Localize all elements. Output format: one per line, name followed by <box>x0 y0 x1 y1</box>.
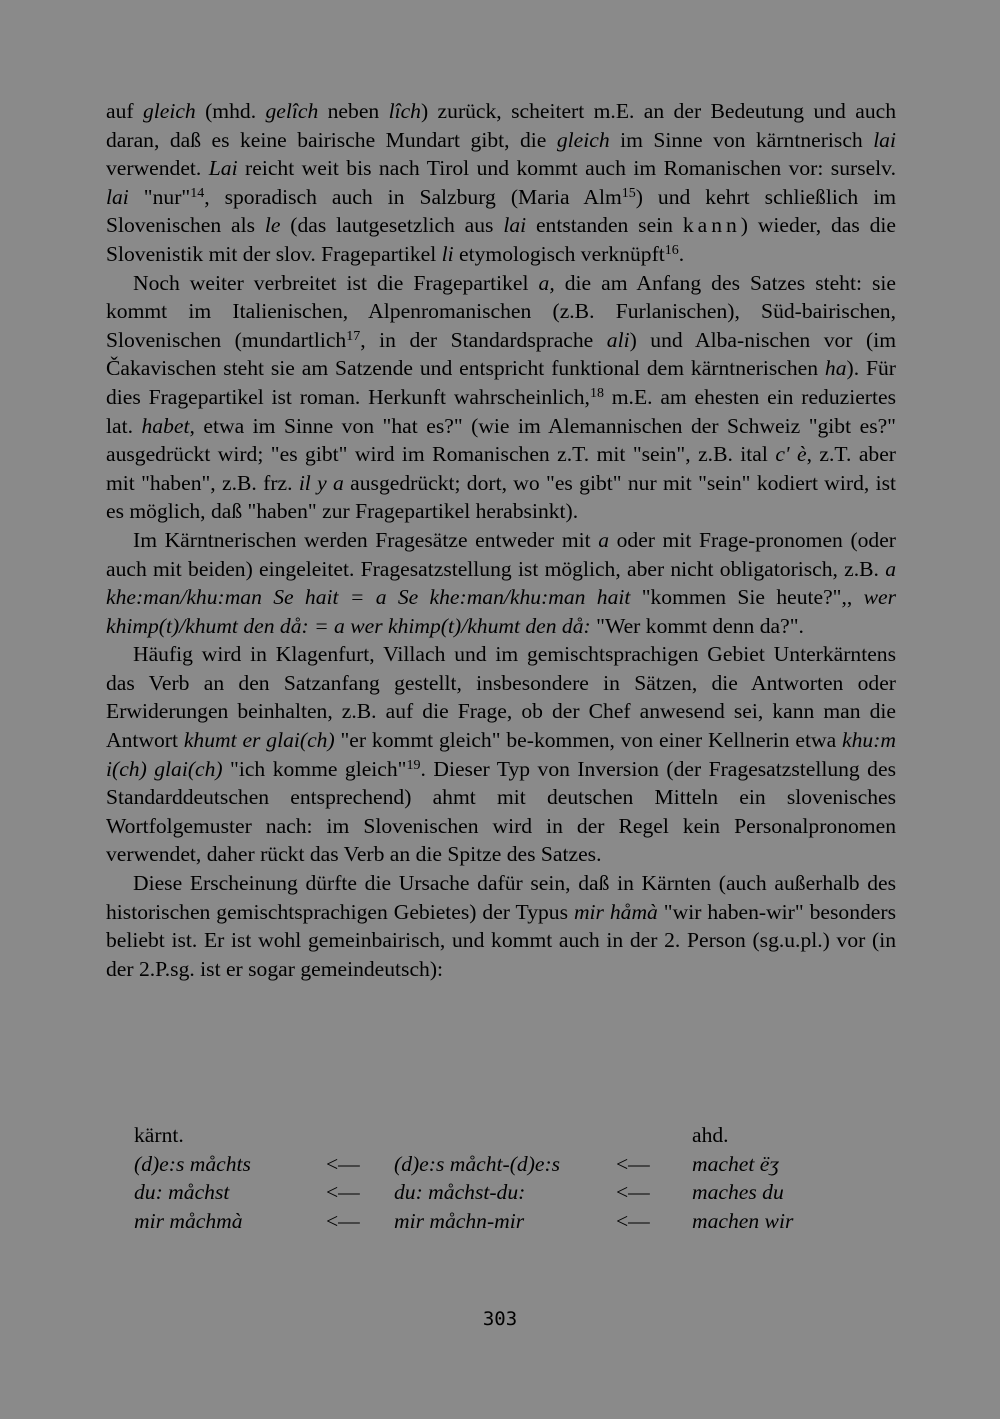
text-run: m.E. am ehesten ein reduziertes lat. <box>106 384 896 438</box>
italic-example: a khe:man/khu:man Se hait = a Se khe:man/khu:man hait <box>106 556 896 610</box>
text-run: oder mit Frage-pronomen (oder auch mit beiden) eingeleitet. Fragesatzstellung ist möglich, aber nicht obligatorisch, z.B. <box>106 527 897 581</box>
text-run: ). Für dies Fragepartikel ist roman. Herkunft wahrscheinlich, <box>106 356 896 409</box>
footnote-ref: 18 <box>589 385 604 401</box>
footnote-ref: 16 <box>664 242 679 258</box>
italic-term: a <box>598 527 610 552</box>
text-run: Diese Erscheinung dürfte die Ursache dafür sein, daß in Kärnten (auch außerhalb des historischen gemischtsprachigen Gebietes) der Typus <box>106 871 896 924</box>
italic-term: a, <box>538 270 555 295</box>
italic-term: lîch <box>388 99 421 123</box>
text-run: , sporadisch auch in Salzburg (Maria Alm <box>204 184 622 209</box>
italic-term: lai <box>503 213 527 238</box>
body-text <box>106 97 896 983</box>
spaced-word: kann <box>682 213 741 238</box>
text-run: verwendet. <box>106 156 209 181</box>
arrow-left-icon: <— <box>616 1151 650 1176</box>
text-run: ) wieder, das die Slovenistik mit der slov. Fragepartikel <box>106 213 896 266</box>
paragraph-3 <box>106 526 896 640</box>
text-run: ) und kehrt schließlich im Slovenischen als <box>106 184 896 238</box>
arrow-left-icon: <— <box>616 1208 650 1233</box>
text-run: "er kommt gleich" be-kommen, von einer Kellnerin etwa <box>334 728 843 753</box>
footnote-ref: 19 <box>406 757 421 773</box>
table-cell: du: måchst-du: <box>394 1180 526 1205</box>
arrow-left-icon: <— <box>326 1180 360 1205</box>
italic-term: le <box>264 213 281 238</box>
text-run: "Wer kommt denn da?". <box>590 613 804 638</box>
italic-term: habet <box>141 413 190 438</box>
paragraph-5 <box>106 869 896 983</box>
text-run: , in der Standardsprache <box>360 327 607 352</box>
text-run: auf <box>106 99 143 123</box>
italic-term: c' è <box>775 442 807 467</box>
table-cell: du: måchst <box>134 1180 230 1205</box>
table-cell: (d)e:s måchts <box>134 1151 251 1176</box>
text-run: "kommen Sie heute?",, <box>630 585 864 610</box>
table-header <box>106 1123 896 1152</box>
arrow-left-icon: <— <box>616 1180 650 1205</box>
italic-term: il y a <box>298 470 344 495</box>
italic-term: mir håmà <box>573 899 658 924</box>
text-run: (das lautgesetzlich aus <box>280 213 504 238</box>
header-left: kärnt. <box>134 1123 184 1147</box>
table-row <box>106 1152 896 1181</box>
arrow-left-icon: <— <box>326 1208 360 1233</box>
text-run: "ich komme gleich" <box>222 756 407 781</box>
text-run: , etwa im Sinne von "hat es?" (wie im Alemannischen der Schweiz "gibt es?" ausgedrückt wird; "es gibt" wird im Romanischen z.T. mit "sein", z.B. ital <box>106 413 896 467</box>
table-cell: mir måchmà <box>134 1208 243 1233</box>
text-run: etymologisch verknüpft <box>453 241 665 266</box>
italic-term: Lai <box>208 156 238 181</box>
text-run: . Dieser Typ von Inversion (der Fragesatzstellung des Standarddeutschen entsprechend) ahmt mit deutschen Mitteln ein slovenisches Wortfolgemuster nach: im Slovenischen wird in der Regel kein Personalpronomen verwendet, daher rückt das Verb an die Spitze des Satzes. <box>106 756 896 867</box>
paragraph-2 <box>106 269 896 526</box>
text-run: . <box>678 241 685 266</box>
italic-example: khu:m i(ch) glai(ch) <box>106 728 896 781</box>
italic-term: lai <box>873 127 896 152</box>
text-run: ausgedrückt; dort, wo "es gibt" nur mit "sein" kodiert wird, ist es möglich, daß "haben" zur Fragepartikel herabsinkt). <box>106 470 897 524</box>
table-row <box>106 1209 896 1238</box>
text-run: neben <box>318 99 389 123</box>
table-row <box>106 1180 896 1209</box>
table-cell: maches du <box>692 1180 784 1205</box>
text-run: die am Anfang des Satzes steht: sie kommt im Italienischen, Alpenromanischen (z.B. Furlanischen), Süd-bairischen, Slovenischen (mundartlich <box>106 270 896 352</box>
text-run: (mhd. <box>195 99 266 123</box>
text-run: reicht weit bis nach Tirol und kommt auch im Romanischen vor: surselv. <box>237 156 896 181</box>
conjugation-table <box>106 1123 896 1237</box>
italic-term: ali <box>606 327 630 352</box>
italic-term: ha <box>824 356 847 381</box>
table-cell: machen wir <box>692 1208 794 1233</box>
arrow-left-icon: <— <box>326 1151 360 1176</box>
table-cell: mir måchn-mir <box>394 1208 525 1233</box>
table-cell: (d)e:s måcht-(d)e:s <box>394 1151 561 1176</box>
footnote-ref: 15 <box>621 185 636 201</box>
italic-term: gleich <box>142 99 196 123</box>
header-right: ahd. <box>692 1123 729 1147</box>
text-run: im Sinne von kärntnerisch <box>609 127 874 152</box>
text-run: ) zurück, scheitert m.E. an der Bedeutung und auch daran, daß es keine bairische Mundart gibt, die <box>106 99 896 152</box>
text-run: "wir haben-wir" besonders beliebt ist. Er ist wohl gemeinbairisch, und kommt auch in der 2. Person (sg.u.pl.) vor (in der 2.P.sg. ist er sogar gemeindeutsch): <box>106 899 896 981</box>
italic-example: khumt er glai(ch) <box>183 728 335 753</box>
paragraph-1 <box>106 97 896 269</box>
footnote-ref: 14 <box>190 185 205 201</box>
table-cell: machet ëʒ <box>692 1151 779 1176</box>
italic-example: wer khimp(t)/khumt den då: = a wer khimp(t)/khumt den då: <box>106 585 896 638</box>
text-run: Häufig wird in Klagenfurt, Villach und im gemischtsprachigen Gebiet Unterkärntens das Verb an den Satzanfang gestellt, insbesondere in Sätzen, die Antworten oder Erwiderungen beinhalten, z.B. auf die Frage, ob der Chef anwesend sei, kann man die Antwort <box>106 642 896 753</box>
footnote-ref: 17 <box>346 328 361 344</box>
italic-term: gelîch <box>265 99 319 123</box>
text-run: ) und Alba-nischen vor (im Čakavischen steht sie am Satzende und entspricht funktional dem kärntnerischen <box>106 327 896 381</box>
italic-term: lai <box>106 184 129 209</box>
text-run: , z.T. aber mit "haben", z.B. frz. <box>106 442 896 495</box>
text-run: "nur" <box>128 184 191 209</box>
page-number: 303 <box>482 1308 518 1330</box>
italic-term: li <box>441 241 454 266</box>
text-run: entstanden sein <box>526 213 683 238</box>
text-run: Im Kärntnerischen werden Fragesätze entweder mit <box>133 527 599 552</box>
paragraph-4 <box>106 640 896 869</box>
italic-term: gleich <box>556 127 610 152</box>
text-run: Noch weiter verbreitet ist die Fragepartikel <box>133 270 539 295</box>
